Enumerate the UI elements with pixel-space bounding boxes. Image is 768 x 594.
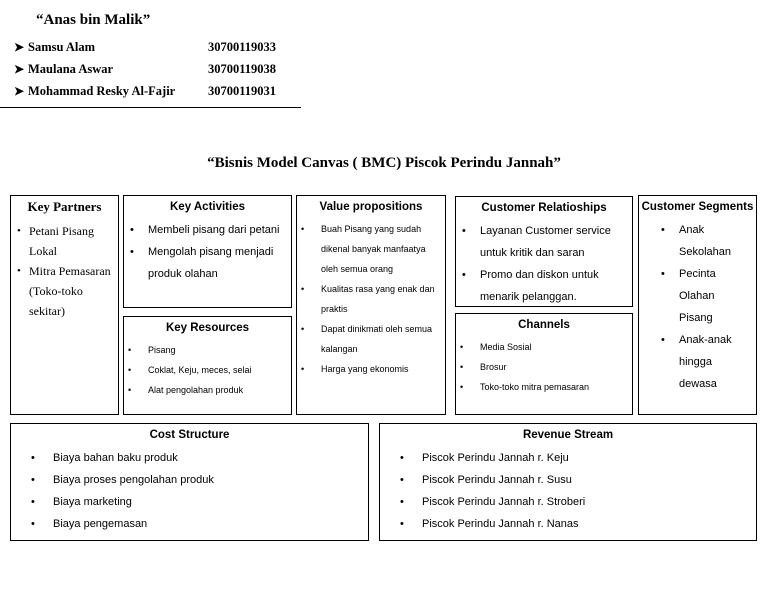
channels-title: Channels — [518, 319, 570, 331]
list-item: • Piscok Perindu Jannah r. Susu — [400, 469, 756, 491]
value-propositions-title: Value propositions — [319, 201, 423, 213]
divider — [0, 107, 301, 108]
list-item: • Dapat dinikmati oleh semua kalangan — [301, 319, 441, 359]
value-propositions-list — [301, 219, 441, 379]
list-item: • Buah Pisang yang sudah dikenal banyak manfaatya oleh semua orang — [301, 219, 441, 279]
list-item: • Brosur — [460, 357, 632, 377]
list-item: • Harga yang ekonomis — [301, 359, 441, 379]
document-title: “Bisnis Model Canvas ( BMC) Piscok Perindu Jannah” — [207, 155, 561, 171]
cost-structure-box — [10, 423, 369, 541]
member-id: 30700119031 — [208, 84, 277, 98]
list-item: • Piscok Perindu Jannah r. Nanas — [400, 513, 756, 535]
key-partners-box — [10, 195, 119, 415]
member-name: Maulana Aswar — [28, 62, 114, 76]
key-partners-title: Key Partners — [27, 199, 102, 214]
key-resources-list — [128, 340, 291, 400]
list-item: • Mengolah pisang menjadi produk olahan — [130, 241, 291, 285]
customer-relationships-list — [462, 220, 628, 308]
list-item: • Kualitas rasa yang enak dan praktis — [301, 279, 441, 319]
arrowhead-bullet-icon: ➤ — [14, 40, 25, 54]
key-partners-list — [17, 221, 118, 321]
channels-box — [455, 313, 633, 415]
channels-list — [460, 337, 632, 397]
member-name: Mohammad Resky Al-Fajir — [28, 84, 176, 98]
arrowhead-bullet-icon: ➤ — [14, 84, 25, 98]
list-item: • Mitra Pemasaran (Toko-toko sekitar) — [17, 261, 118, 321]
key-activities-title: Key Activities — [170, 201, 245, 213]
list-item: • Anak Sekolahan — [661, 219, 750, 263]
customer-relationships-box — [455, 196, 633, 307]
key-resources-box — [123, 316, 292, 415]
list-item: • Anak-anak hingga dewasa — [661, 329, 750, 395]
customer-segments-title: Customer Segments — [641, 201, 754, 213]
revenue-stream-title: Revenue Stream — [522, 429, 614, 441]
list-item: • Pecinta Olahan Pisang — [661, 263, 750, 329]
list-item: • Biaya proses pengolahan produk — [31, 469, 368, 491]
value-propositions-box — [296, 195, 446, 415]
list-item: • Piscok Perindu Jannah r. Stroberi — [400, 491, 756, 513]
list-item: • Layanan Customer service untuk kritik dan saran — [462, 220, 628, 264]
revenue-stream-box — [379, 423, 757, 541]
revenue-stream-list — [400, 447, 756, 535]
list-item: • Biaya pengemasan — [31, 513, 368, 535]
list-item: • Piscok Perindu Jannah r. Keju — [400, 447, 756, 469]
list-item: • Promo dan diskon untuk menarik pelanggan. — [462, 264, 628, 308]
list-item: • Pisang — [128, 340, 291, 360]
cost-structure-title: Cost Structure — [149, 429, 230, 441]
list-item: • Membeli pisang dari petani — [130, 219, 291, 241]
list-item: • Coklat, Keju, meces, selai — [128, 360, 291, 380]
list-item: • Biaya marketing — [31, 491, 368, 513]
key-activities-box — [123, 195, 292, 308]
member-id: 30700119033 — [208, 40, 277, 54]
list-item: • Alat pengolahan produk — [128, 380, 291, 400]
list-item: • Biaya bahan baku produk — [31, 447, 368, 469]
list-item: • Media Sosial — [460, 337, 632, 357]
list-item: • Toko-toko mitra pemasaran — [460, 377, 632, 397]
list-item: • Petani Pisang Lokal — [17, 221, 118, 261]
group-title: “Anas bin Malik” — [36, 12, 151, 28]
member-name: Samsu Alam — [28, 40, 96, 54]
member-id: 30700119038 — [208, 62, 277, 76]
cost-structure-list — [31, 447, 368, 535]
customer-segments-list — [661, 219, 750, 395]
customer-segments-box — [638, 195, 757, 415]
customer-relationships-title: Customer Relatioships — [481, 202, 607, 214]
arrowhead-bullet-icon: ➤ — [14, 62, 25, 76]
key-activities-list — [130, 219, 291, 285]
key-resources-title: Key Resources — [165, 322, 250, 334]
